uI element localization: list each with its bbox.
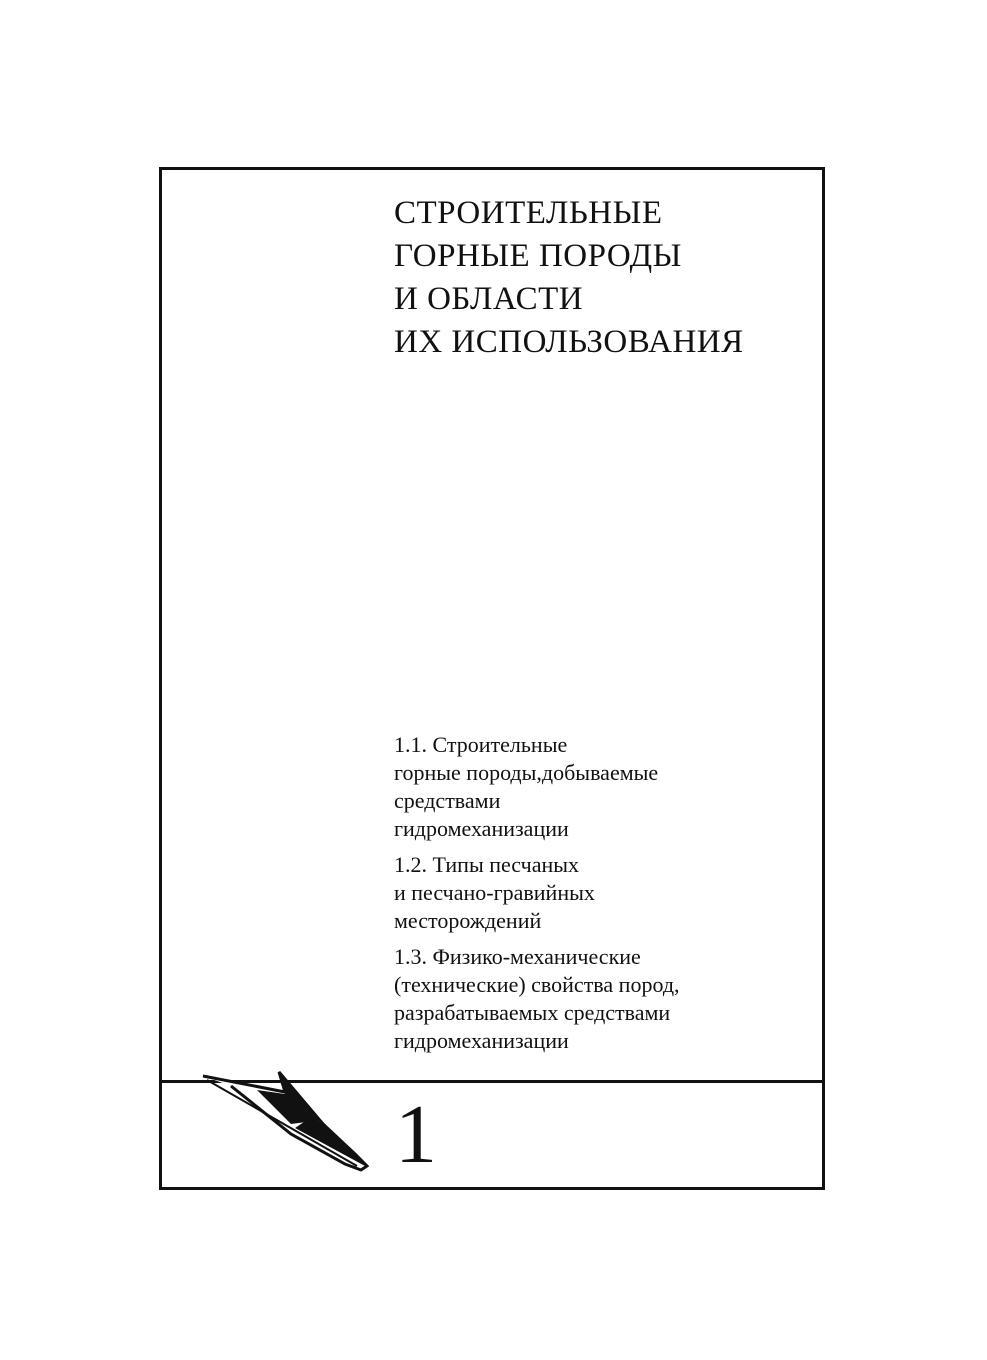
chapter-title-line: ГОРНЫЕ ПОРОДЫ — [394, 238, 682, 274]
section-entry-line: гидромеханизации — [394, 1028, 569, 1053]
section-entry-1-3 — [394, 943, 814, 1055]
section-contents-list — [394, 731, 814, 1063]
chapter-title-line: И ОБЛАСТИ — [394, 281, 584, 317]
chapter-number: 1 — [395, 1088, 437, 1181]
section-entry-line: 1.3. Физико-механические — [394, 944, 641, 969]
section-entry-line: месторождений — [394, 908, 542, 933]
section-entry-1-1 — [394, 731, 814, 843]
chapter-title — [394, 192, 814, 364]
section-entry-line: горные породы,добываемые — [394, 760, 659, 785]
section-entry-line: 1.2. Типы песчаных — [394, 852, 580, 877]
section-entry-line: гидромеханизации — [394, 816, 569, 841]
chapter-title-line: СТРОИТЕЛЬНЫЕ — [394, 195, 663, 231]
section-entry-line: (технические) свойства пород, — [394, 972, 680, 997]
section-entry-line: средствами — [394, 788, 501, 813]
section-entry-line: и песчано-гравийных — [394, 880, 595, 905]
chapter-title-line: ИХ ИСПОЛЬЗОВАНИЯ — [394, 324, 744, 360]
lightning-arrow-icon — [195, 1062, 375, 1174]
section-entry-1-2 — [394, 851, 814, 935]
section-entry-line: 1.1. Строительные — [394, 732, 568, 757]
section-entry-line: разрабатываемых средствами — [394, 1000, 671, 1025]
